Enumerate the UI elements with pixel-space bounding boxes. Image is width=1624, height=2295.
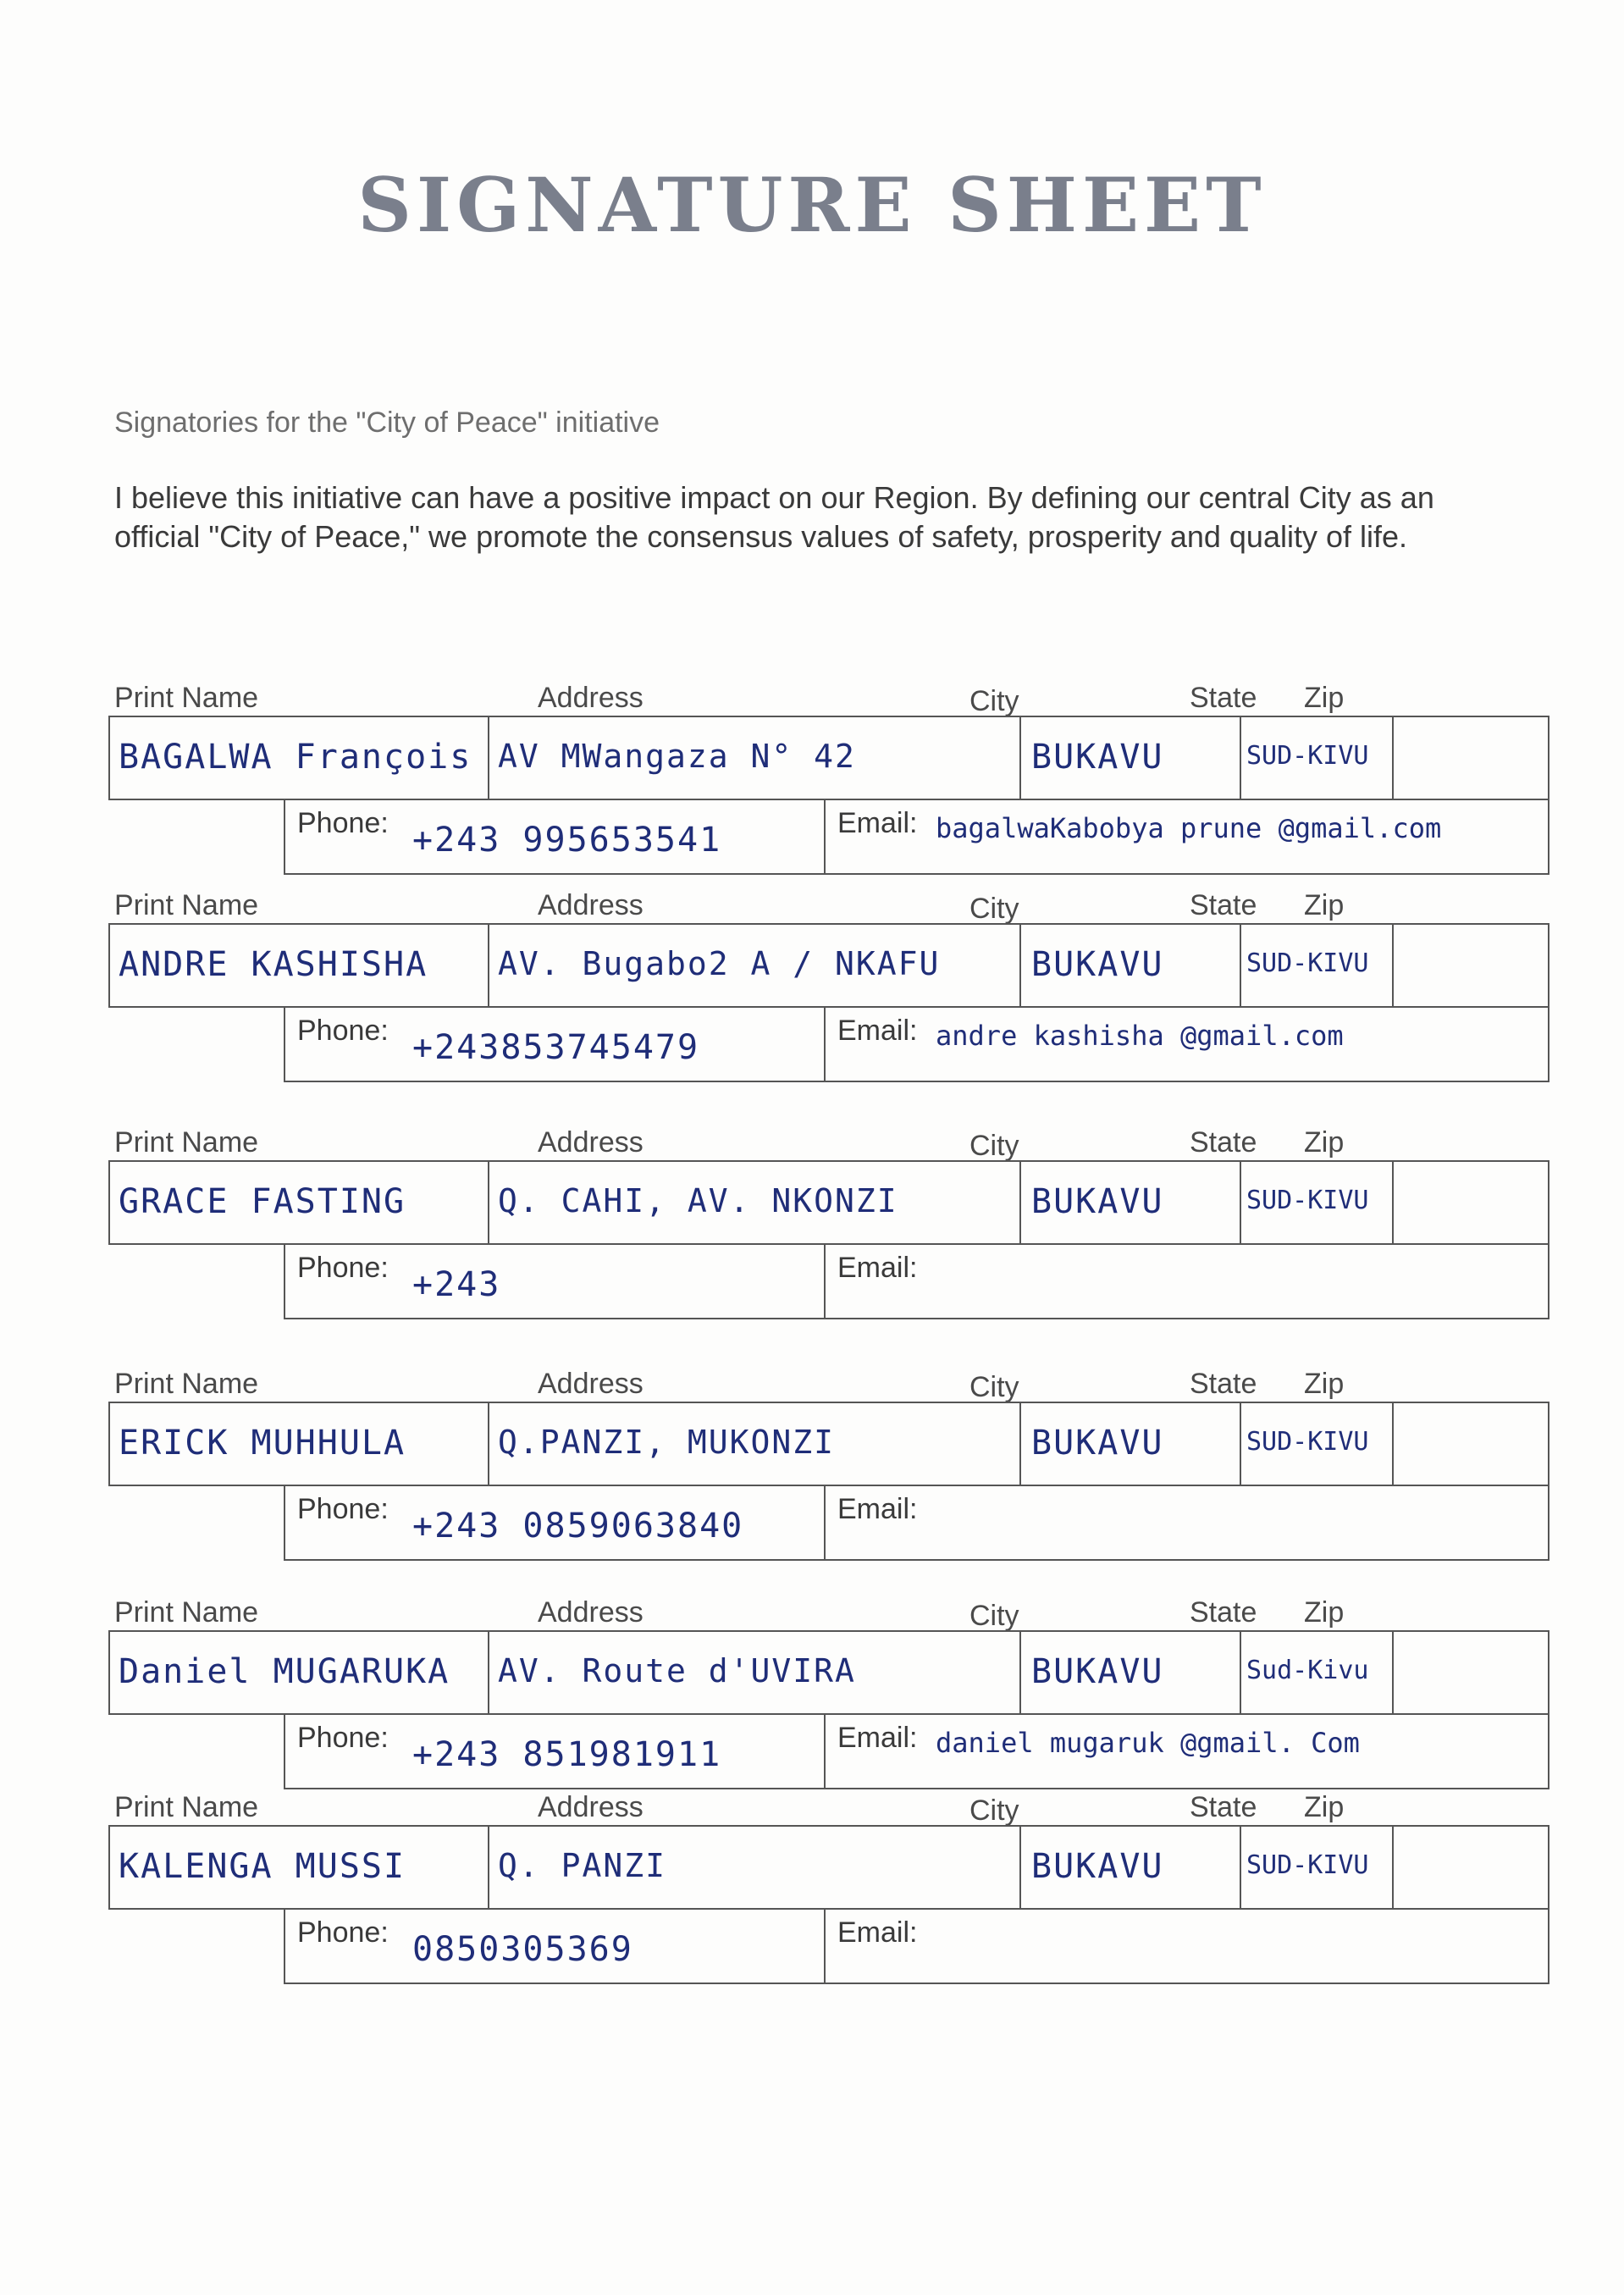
signatory-state: SUD-KIVU xyxy=(1246,741,1369,771)
signatory-name: KALENGA MUSSI xyxy=(119,1847,406,1886)
print-name-label: Print Name xyxy=(114,682,259,714)
city-label: City xyxy=(969,893,1019,925)
email-label: Email: xyxy=(837,1493,918,1525)
subtitle: Signatories for the "City of Peace" initiative xyxy=(114,406,660,439)
signatory-name: ERICK MUHHULA xyxy=(119,1424,406,1463)
zip-label: Zip xyxy=(1304,1791,1345,1823)
signatory-name: BAGALWA François xyxy=(119,738,472,777)
zip-cell xyxy=(1392,923,1549,1008)
name-cell xyxy=(108,716,489,800)
zip-label: Zip xyxy=(1304,889,1345,921)
signatory-phone: +243 851981911 xyxy=(412,1735,722,1774)
name-cell xyxy=(108,1160,489,1245)
city-label: City xyxy=(969,1600,1019,1632)
state-label: State xyxy=(1190,889,1257,921)
address-cell xyxy=(488,716,1021,800)
email-cell xyxy=(824,1243,1549,1319)
signatory-state: SUD-KIVU xyxy=(1246,1186,1369,1215)
print-name-label: Print Name xyxy=(114,1791,259,1823)
email-cell xyxy=(824,799,1549,875)
state-cell xyxy=(1240,1630,1394,1715)
phone-label: Phone: xyxy=(297,1015,389,1047)
city-cell xyxy=(1019,716,1241,800)
email-cell xyxy=(824,1485,1549,1561)
phone-cell xyxy=(284,1485,826,1561)
address-cell xyxy=(488,923,1021,1008)
email-cell xyxy=(824,1908,1549,1984)
state-cell xyxy=(1240,1825,1394,1910)
phone-cell xyxy=(284,1243,826,1319)
phone-cell xyxy=(284,1006,826,1082)
signatory-state: Sud-Kivu xyxy=(1246,1656,1369,1685)
city-cell xyxy=(1019,923,1241,1008)
address-label: Address xyxy=(538,889,644,921)
sheet-title: SIGNATURE SHEET xyxy=(357,161,1267,249)
phone-cell xyxy=(284,1908,826,1984)
name-cell xyxy=(108,1402,489,1486)
zip-label: Zip xyxy=(1304,1596,1345,1629)
phone-label: Phone: xyxy=(297,1722,389,1754)
address-cell xyxy=(488,1402,1021,1486)
print-name-label: Print Name xyxy=(114,889,259,921)
email-label: Email: xyxy=(837,1252,918,1284)
state-cell xyxy=(1240,1402,1394,1486)
address-label: Address xyxy=(538,1596,644,1629)
email-cell xyxy=(824,1006,1549,1082)
signatory-address: AV. Route d'UVIRA xyxy=(498,1652,856,1689)
zip-label: Zip xyxy=(1304,1368,1345,1400)
phone-cell xyxy=(284,799,826,875)
signatory-email: bagalwaKabobya prune @gmail.com xyxy=(936,812,1442,844)
name-cell xyxy=(108,1825,489,1910)
city-label: City xyxy=(969,1130,1019,1162)
city-cell xyxy=(1019,1630,1241,1715)
signatory-phone: +243853745479 xyxy=(412,1028,700,1067)
state-label: State xyxy=(1190,1126,1257,1159)
email-label: Email: xyxy=(837,807,918,839)
signatory-city: BUKAVU xyxy=(1031,1182,1164,1221)
signatory-state: SUD-KIVU xyxy=(1246,1427,1369,1457)
state-cell xyxy=(1240,923,1394,1008)
signatory-name: GRACE FASTING xyxy=(119,1182,406,1221)
zip-cell xyxy=(1392,1630,1549,1715)
state-label: State xyxy=(1190,1368,1257,1400)
phone-label: Phone: xyxy=(297,807,389,839)
zip-cell xyxy=(1392,1825,1549,1910)
city-cell xyxy=(1019,1402,1241,1486)
signatory-address: Q.PANZI, MUKONZI xyxy=(498,1424,836,1461)
signatory-city: BUKAVU xyxy=(1031,738,1164,777)
zip-cell xyxy=(1392,716,1549,800)
address-cell xyxy=(488,1630,1021,1715)
city-label: City xyxy=(969,1795,1019,1827)
address-cell xyxy=(488,1825,1021,1910)
email-cell xyxy=(824,1713,1549,1789)
phone-label: Phone: xyxy=(297,1493,389,1525)
state-label: State xyxy=(1190,1596,1257,1629)
signatory-phone: +243 xyxy=(412,1265,501,1304)
email-label: Email: xyxy=(837,1722,918,1754)
address-cell xyxy=(488,1160,1021,1245)
address-label: Address xyxy=(538,1791,644,1823)
state-label: State xyxy=(1190,682,1257,714)
print-name-label: Print Name xyxy=(114,1596,259,1629)
state-cell xyxy=(1240,1160,1394,1245)
phone-label: Phone: xyxy=(297,1252,389,1284)
address-label: Address xyxy=(538,682,644,714)
signatory-name: Daniel MUGARUKA xyxy=(119,1652,450,1691)
address-label: Address xyxy=(538,1126,644,1159)
signatory-city: BUKAVU xyxy=(1031,1424,1164,1463)
signatory-city: BUKAVU xyxy=(1031,945,1164,984)
state-cell xyxy=(1240,716,1394,800)
city-cell xyxy=(1019,1825,1241,1910)
signatory-email: daniel mugaruk @gmail. Com xyxy=(936,1727,1360,1759)
phone-cell xyxy=(284,1713,826,1789)
signatory-city: BUKAVU xyxy=(1031,1847,1164,1886)
signatory-address: Q. CAHI, AV. NKONZI xyxy=(498,1182,898,1219)
signatory-city: BUKAVU xyxy=(1031,1652,1164,1691)
signatory-phone: +243 995653541 xyxy=(412,821,722,860)
statement: I believe this initiative can have a positive impact on our Region. By defining our central City as an official "City of Peace," we promote the consensus values of safety, prosperity and quality of life. xyxy=(114,480,1434,554)
signatory-name: ANDRE KASHISHA xyxy=(119,945,428,984)
print-name-label: Print Name xyxy=(114,1368,259,1400)
city-cell xyxy=(1019,1160,1241,1245)
signatory-phone: 0850305369 xyxy=(412,1930,633,1969)
address-label: Address xyxy=(538,1368,644,1400)
signatory-phone: +243 0859063840 xyxy=(412,1507,744,1546)
zip-cell xyxy=(1392,1160,1549,1245)
city-label: City xyxy=(969,685,1019,717)
zip-label: Zip xyxy=(1304,682,1345,714)
email-label: Email: xyxy=(837,1916,918,1949)
city-label: City xyxy=(969,1371,1019,1403)
zip-label: Zip xyxy=(1304,1126,1345,1159)
phone-label: Phone: xyxy=(297,1916,389,1949)
name-cell xyxy=(108,923,489,1008)
print-name-label: Print Name xyxy=(114,1126,259,1159)
signatory-email: andre kashisha @gmail.com xyxy=(936,1020,1344,1052)
signatory-address: AV. Bugabo2 A / NKAFU xyxy=(498,945,941,982)
zip-cell xyxy=(1392,1402,1549,1486)
name-cell xyxy=(108,1630,489,1715)
signatory-address: Q. PANZI xyxy=(498,1847,667,1884)
signatory-state: SUD-KIVU xyxy=(1246,948,1369,978)
signatory-state: SUD-KIVU xyxy=(1246,1850,1369,1880)
signatory-address: AV MWangaza N° 42 xyxy=(498,738,856,775)
email-label: Email: xyxy=(837,1015,918,1047)
state-label: State xyxy=(1190,1791,1257,1823)
